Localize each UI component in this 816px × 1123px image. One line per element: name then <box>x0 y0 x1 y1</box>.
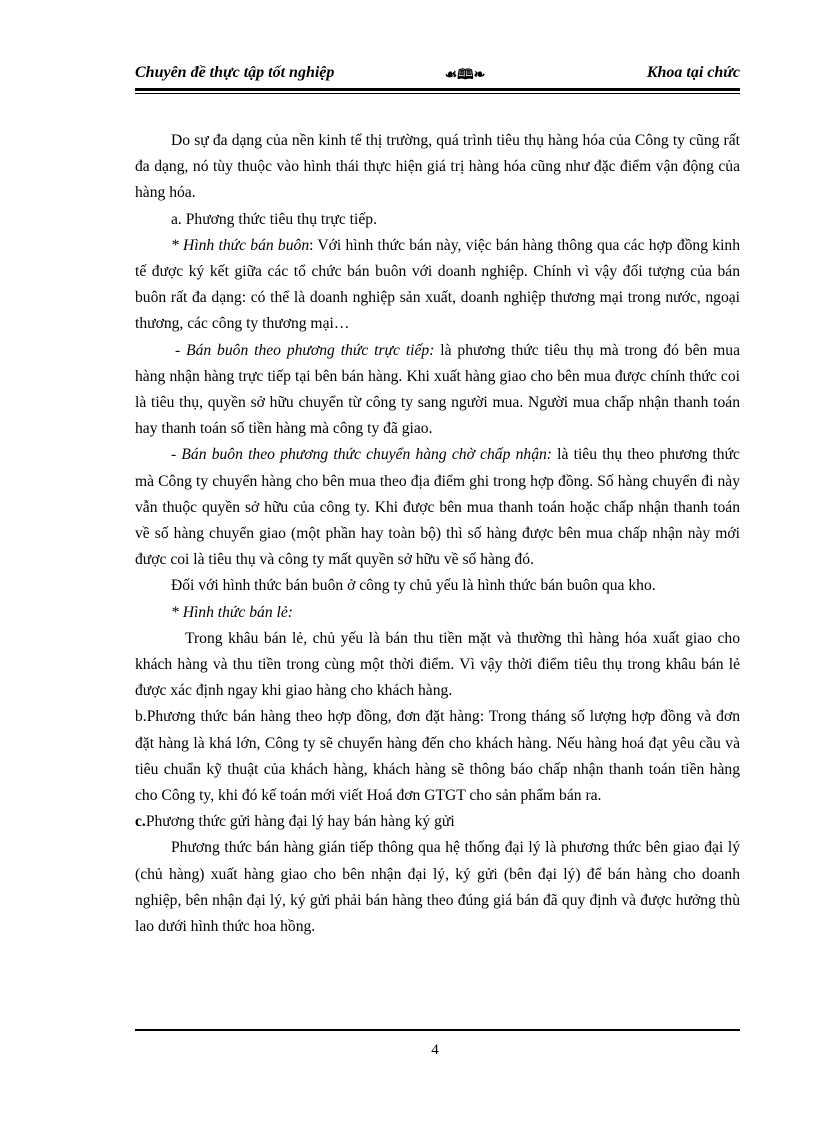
paragraph-retail: Trong khâu bán lẻ, chủ yếu là bán thu tiền mặt và thường thì hàng hóa xuất giao cho khách hàng và thu tiền trong cùng một thời điểm. Vì vậy thời điểm tiêu thụ trong khâu bán lẻ được xác định ngay khi giao hàng cho khách hàng. <box>135 629 740 700</box>
paragraph-contract-sales: b.Phương thức bán hàng theo hợp đồng, đơn đặt hàng: Trong tháng số lượng hợp đồng và đơn đặt hàng là khá lớn, Công ty sẽ chuyển hàng đến cho khách hàng. Nếu hàng hoá đạt yêu cầu và tiêu chuẩn kỹ thuật của khách hàng, khách hàng sẽ thông báo chấp nhận thanh toán tiền hàng cho Công ty, khi đó kế toán mới viết Hoá đơn GTGT cho sản phẩm bán ra. <box>135 708 740 805</box>
heading-retail <box>135 600 740 626</box>
page-header <box>135 64 740 90</box>
agency-sales-marker: c. <box>135 813 146 831</box>
paragraph-intro: Do sự đa dạng của nền kinh tế thị trường, quá trình tiêu thụ hàng hóa của Công ty cũng rất đa dạng, nó tùy thuộc vào hình thái thực hiện giá trị hàng hóa cũng như đặc điểm vận động của hàng hóa. <box>135 132 740 202</box>
consignment-wholesale-text: là tiêu thụ theo phương thức mà Công ty chuyển hàng cho bên mua theo địa điểm ghi trong hợp đồng. Số hàng chuyển đi này vẫn thuộc quyền sở hữu của công ty. Khi được bên mua thanh toán hoặc chấp nhận thanh toán về số hàng chuyển giao (một phần hay toàn bộ) thì số hàng được bên mua chấp nhận này mới được coi là tiêu thụ và công ty mất quyền sở hữu về số hàng đó. <box>135 446 740 569</box>
direct-wholesale-label: - Bán buôn theo phương thức trực tiếp: <box>175 341 435 359</box>
header-document-title: Chuyên đề thực tập tốt nghiệp <box>135 64 335 81</box>
paragraph-wholesale <box>135 233 740 338</box>
paragraph-warehouse-wholesale: Đối với hình thức bán buôn ở công ty chủ yếu là hình thức bán buôn qua kho. <box>171 577 656 595</box>
header-department: Khoa tại chức <box>646 64 740 81</box>
consignment-wholesale-label: - Bán buôn theo phương thức chuyển hàng chờ chấp nhận: <box>171 446 552 464</box>
direct-wholesale-text: là phương thức tiêu thụ mà trong đó bên mua hàng nhận hàng trực tiếp tại bên bán hàng. Khi xuất hàng giao cho bên mua được chính thức coi là tiêu thụ, quyền sở hữu chuyển từ công ty sang người mua. Người mua chấp nhận thanh toán hay thanh toán số tiền hàng mà công ty đã giao. <box>135 341 741 438</box>
heading-direct-sales: a. Phương thức tiêu thụ trực tiếp. <box>171 210 377 228</box>
document-body <box>135 128 740 940</box>
header-rule-thick <box>135 88 740 91</box>
agency-sales-title: Phương thức gửi hàng đại lý hay bán hàng ký gửi <box>145 813 455 831</box>
header-rule-thin <box>135 93 740 94</box>
heading-agency-sales <box>135 809 740 835</box>
wholesale-label: * Hình thức bán buôn <box>171 236 310 254</box>
page-number: 4 <box>431 1042 439 1058</box>
paragraph-direct-wholesale <box>135 338 740 443</box>
paragraph-agency-sales: Phương thức bán hàng gián tiếp thông qua hệ thống đại lý là phương thức bên giao đại lý (chủ hàng) xuất hàng giao cho bên nhận đại lý, ký gửi (bên đại lý) để bán hàng cho doanh nghiệp, bên nhận đại lý, ký gửi phải bán hàng theo đúng giá bán đã quy định và được hưởng thù lao dưới hình thức hoa hồng. <box>135 839 740 936</box>
wholesale-text: : Với hình thức bán này, việc bán hàng thông qua các hợp đồng kinh tế được ký kết giữa các tổ chức bán buôn với doanh nghiệp. Chính vì vậy đối tượng của bán buôn rất đa dạng: có thể là doanh nghiệp sản xuất, doanh nghiệp thương mại trong nước, ngoại thương, các công ty thương mại… <box>135 236 740 333</box>
retail-label: * Hình thức bán lẻ: <box>171 603 293 621</box>
header-ornament-icon: ☙🕮❧ <box>444 68 486 83</box>
footer-rule <box>135 1029 740 1031</box>
paragraph-consignment-wholesale <box>135 442 740 573</box>
